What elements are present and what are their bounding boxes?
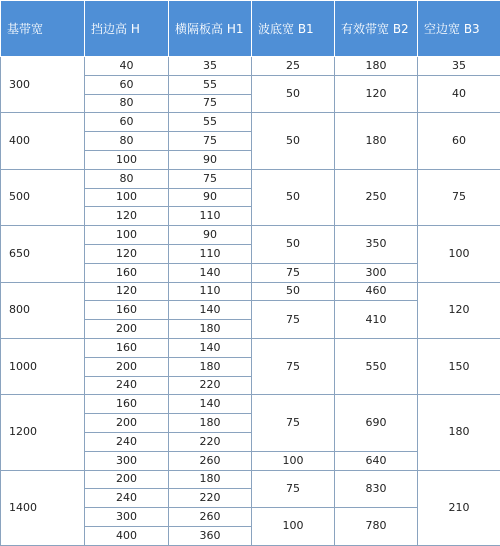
header-effective-width: 有效带宽 B2: [335, 1, 418, 57]
table-header: [1, 1, 500, 57]
cell-cleat-height: 55: [169, 113, 252, 132]
header-base-width: 基带宽: [1, 1, 85, 57]
table-row: [1, 470, 500, 489]
cell-cleat-height: 140: [169, 338, 252, 357]
cell-cleat-height: 75: [169, 94, 252, 113]
cell-bottom-width: 100: [252, 508, 335, 546]
cell-effective-width: 410: [335, 301, 418, 339]
header-cleat-height: 横隔板高 H1: [169, 1, 252, 57]
cell-bottom-width: 50: [252, 113, 335, 169]
cell-bottom-width: 50: [252, 75, 335, 113]
cell-sidewall-height: 40: [85, 57, 169, 76]
cell-effective-width: 640: [335, 451, 418, 470]
cell-sidewall-height: 300: [85, 451, 169, 470]
cell-sidewall-height: 160: [85, 263, 169, 282]
cell-cleat-height: 140: [169, 395, 252, 414]
cell-cleat-height: 90: [169, 226, 252, 245]
table-row: [1, 169, 500, 188]
cell-cleat-height: 110: [169, 207, 252, 226]
cell-sidewall-height: 120: [85, 244, 169, 263]
cell-bottom-width: 50: [252, 226, 335, 264]
cell-sidewall-height: 80: [85, 94, 169, 113]
cell-cleat-height: 75: [169, 169, 252, 188]
table-row: [1, 338, 500, 357]
table-row: [1, 57, 500, 76]
cell-sidewall-height: 80: [85, 132, 169, 151]
cell-base-width: 800: [1, 282, 85, 338]
header-row: [1, 1, 500, 57]
cell-effective-width: 180: [335, 113, 418, 169]
cell-sidewall-height: 100: [85, 226, 169, 245]
cell-bottom-width: 25: [252, 57, 335, 76]
cell-sidewall-height: 120: [85, 207, 169, 226]
table-row: [1, 113, 500, 132]
cell-effective-width: 180: [335, 57, 418, 76]
cell-sidewall-height: 200: [85, 357, 169, 376]
cell-sidewall-height: 100: [85, 150, 169, 169]
cell-bottom-width: 75: [252, 301, 335, 339]
cell-effective-width: 300: [335, 263, 418, 282]
cell-sidewall-height: 60: [85, 75, 169, 94]
header-sidewall-height: 挡边高 H: [85, 1, 169, 57]
cell-cleat-height: 260: [169, 508, 252, 527]
cell-bottom-width: 75: [252, 338, 335, 394]
cell-cleat-height: 180: [169, 470, 252, 489]
cell-free-edge-width: 120: [418, 282, 500, 338]
cell-bottom-width: 50: [252, 169, 335, 225]
cell-cleat-height: 110: [169, 282, 252, 301]
cell-sidewall-height: 200: [85, 470, 169, 489]
cell-cleat-height: 360: [169, 526, 252, 545]
cell-free-edge-width: 210: [418, 470, 500, 545]
cell-sidewall-height: 240: [85, 489, 169, 508]
cell-effective-width: 830: [335, 470, 418, 508]
cell-effective-width: 460: [335, 282, 418, 301]
cell-sidewall-height: 160: [85, 301, 169, 320]
cell-cleat-height: 220: [169, 489, 252, 508]
cell-cleat-height: 110: [169, 244, 252, 263]
cell-cleat-height: 180: [169, 357, 252, 376]
cell-sidewall-height: 160: [85, 338, 169, 357]
header-free-edge-width: 空边宽 B3: [418, 1, 500, 57]
table-body: [1, 57, 500, 546]
cell-free-edge-width: 40: [418, 75, 500, 113]
cell-cleat-height: 220: [169, 376, 252, 395]
cell-sidewall-height: 400: [85, 526, 169, 545]
cell-cleat-height: 55: [169, 75, 252, 94]
cell-bottom-width: 100: [252, 451, 335, 470]
cell-free-edge-width: 100: [418, 226, 500, 282]
cell-cleat-height: 35: [169, 57, 252, 76]
cell-sidewall-height: 240: [85, 376, 169, 395]
cell-base-width: 1200: [1, 395, 85, 470]
cell-bottom-width: 75: [252, 470, 335, 508]
cell-sidewall-height: 100: [85, 188, 169, 207]
cell-base-width: 500: [1, 169, 85, 225]
cell-free-edge-width: 75: [418, 169, 500, 225]
cell-free-edge-width: 60: [418, 113, 500, 169]
cell-cleat-height: 260: [169, 451, 252, 470]
cell-effective-width: 780: [335, 508, 418, 546]
cell-cleat-height: 90: [169, 188, 252, 207]
cell-sidewall-height: 120: [85, 282, 169, 301]
table-row: [1, 395, 500, 414]
cell-cleat-height: 140: [169, 301, 252, 320]
cell-base-width: 650: [1, 226, 85, 282]
cell-sidewall-height: 80: [85, 169, 169, 188]
cell-sidewall-height: 300: [85, 508, 169, 527]
cell-sidewall-height: 60: [85, 113, 169, 132]
cell-bottom-width: 75: [252, 263, 335, 282]
cell-cleat-height: 220: [169, 432, 252, 451]
cell-effective-width: 350: [335, 226, 418, 264]
cell-base-width: 1400: [1, 470, 85, 545]
cell-base-width: 1000: [1, 338, 85, 394]
cell-cleat-height: 90: [169, 150, 252, 169]
cell-effective-width: 690: [335, 395, 418, 451]
table-row: [1, 226, 500, 245]
cell-sidewall-height: 200: [85, 414, 169, 433]
cell-cleat-height: 180: [169, 414, 252, 433]
table-row: [1, 282, 500, 301]
cell-effective-width: 550: [335, 338, 418, 394]
cell-effective-width: 250: [335, 169, 418, 225]
cell-free-edge-width: 180: [418, 395, 500, 470]
cell-sidewall-height: 240: [85, 432, 169, 451]
cell-base-width: 400: [1, 113, 85, 169]
cell-cleat-height: 180: [169, 320, 252, 339]
cell-cleat-height: 140: [169, 263, 252, 282]
cell-effective-width: 120: [335, 75, 418, 113]
cell-sidewall-height: 200: [85, 320, 169, 339]
cell-cleat-height: 75: [169, 132, 252, 151]
cell-free-edge-width: 150: [418, 338, 500, 394]
cell-base-width: 300: [1, 57, 85, 113]
cell-bottom-width: 50: [252, 282, 335, 301]
cell-free-edge-width: 35: [418, 57, 500, 76]
header-bottom-width: 波底宽 B1: [252, 1, 335, 57]
cell-sidewall-height: 160: [85, 395, 169, 414]
cell-bottom-width: 75: [252, 395, 335, 451]
